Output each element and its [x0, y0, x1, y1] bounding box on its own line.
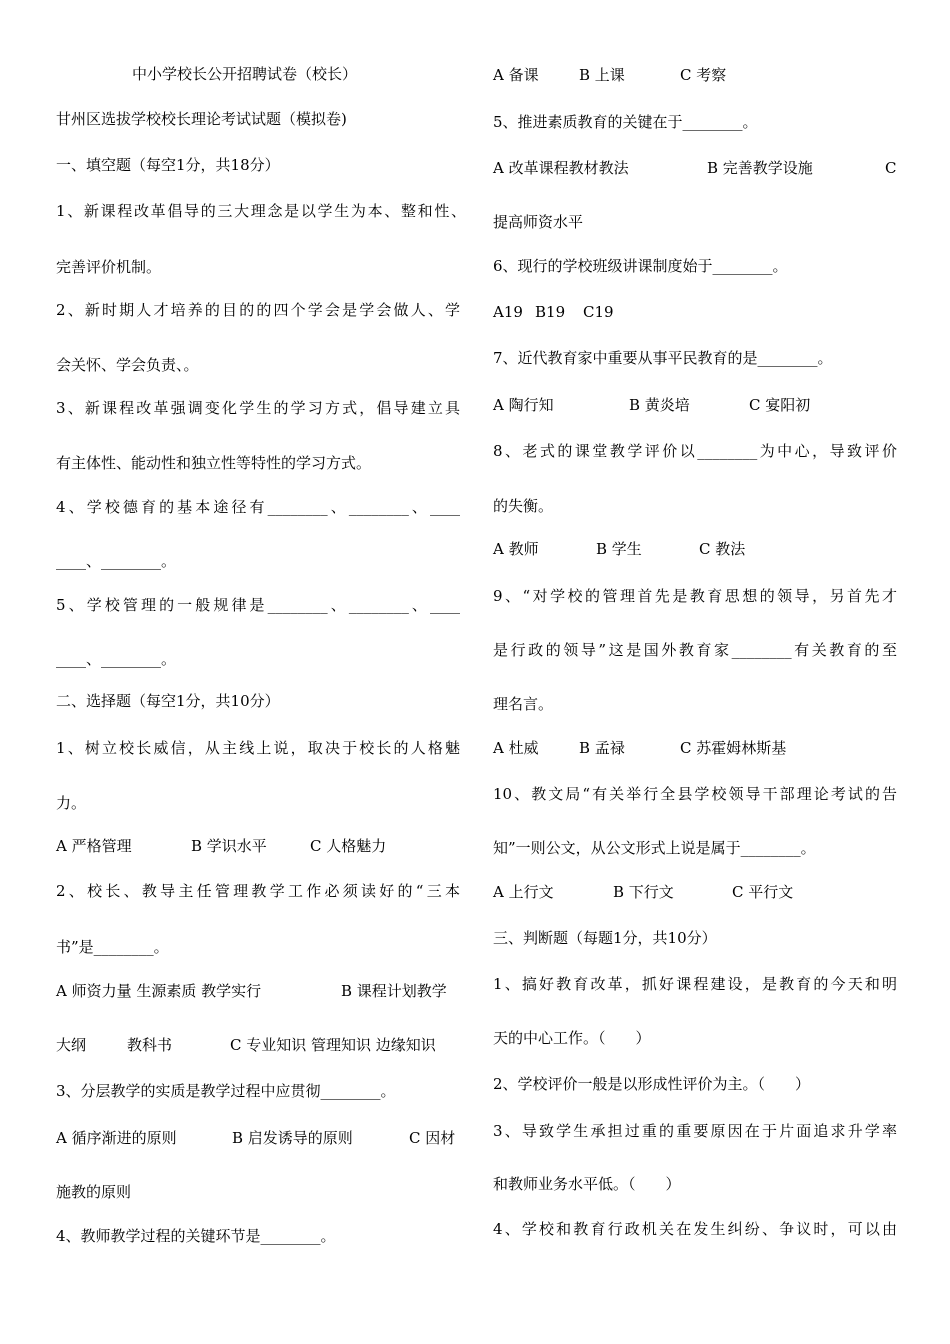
choice-question-5-option-c: C	[885, 159, 897, 177]
choice-question-7-option-c: C 宴阳初	[749, 396, 811, 414]
choice-question-8-option-a: A 教师	[493, 540, 539, 558]
choice-question-1-option-c: C 人格魅力	[310, 837, 387, 855]
choice-question-8-option-b: B 学生	[596, 540, 642, 558]
choice-question-9-option-b: B 孟禄	[579, 739, 625, 757]
choice-question-5-option-c-cont: 提高师资水平	[493, 213, 584, 231]
section-heading-fill-in: 一、填空题（每空1分，共18分）	[56, 156, 280, 174]
fill-question-2-line-2: 会关怀、学会负责、。	[56, 356, 199, 374]
choice-question-1-line-1: 1、树立校长威信，从主线上说，取决于校长的人格魅	[56, 739, 460, 757]
choice-question-4-option-a: A 备课	[493, 66, 539, 84]
exam-title: 中小学校长公开招聘试卷（校长）	[132, 65, 358, 83]
fill-question-5-line-1: 5、学校管理的一般规律是________、________、____	[56, 596, 460, 614]
choice-question-9-line-3: 理名言。	[493, 695, 554, 713]
judge-question-2-line-1: 2、学校评价一般是以形成性评价为主。（ ）	[493, 1075, 811, 1093]
choice-question-10-option-c: C 平行文	[732, 883, 794, 901]
choice-question-2-option-b: B 课程计划教学	[341, 982, 447, 1000]
choice-question-6-option-b: B19	[535, 303, 566, 321]
fill-question-4-line-2: ____、________。	[56, 552, 177, 570]
judge-question-3-line-1: 3、导致学生承担过重的重要原因在于片面追求升学率	[493, 1122, 897, 1140]
judge-question-1-line-2: 天的中心工作。（ ）	[493, 1029, 651, 1047]
choice-question-3-option-c-cont: 施教的原则	[56, 1183, 132, 1201]
choice-question-10-option-b: B 下行文	[613, 883, 674, 901]
choice-question-2-line-2: 书”是________。	[56, 938, 169, 956]
choice-question-9-line-1: 9、“对学校的管理首先是教育思想的领导，另首先才	[493, 587, 897, 605]
choice-question-6-option-a: A19	[493, 303, 523, 321]
choice-question-5-line-1: 5、推进素质教育的关键在于________。	[493, 113, 758, 131]
choice-question-8-line-2: 的失衡。	[493, 497, 554, 515]
section-heading-choice: 二、选择题（每空1分，共10分）	[56, 692, 280, 710]
choice-question-9-option-c: C 苏霍姆林斯基	[680, 739, 787, 757]
choice-question-5-option-b: B 完善教学设施	[707, 159, 813, 177]
choice-question-4-line-1: 4、教师教学过程的关键环节是________。	[56, 1227, 336, 1245]
choice-question-2-option-b-cont-2: 教科书	[127, 1036, 173, 1054]
fill-question-4-line-1: 4、学校德育的基本途径有________、________、____	[56, 498, 460, 516]
choice-question-3-option-c: C 因材	[409, 1129, 456, 1147]
judge-question-4-line-1: 4、学校和教育行政机关在发生纠纷、争议时，可以由	[493, 1220, 897, 1238]
choice-question-7-option-b: B 黄炎培	[629, 396, 690, 414]
choice-question-2-option-c: C 专业知识 管理知识 边缘知识	[230, 1036, 436, 1054]
choice-question-2-option-a: A 师资力量 生源素质 教学实行	[56, 982, 262, 1000]
choice-question-2-line-1: 2、校长、教导主任管理教学工作必须读好的“三本	[56, 882, 460, 900]
fill-question-1-line-2: 完善评价机制。	[56, 258, 162, 276]
choice-question-8-option-c: C 教法	[699, 540, 746, 558]
choice-question-7-line-1: 7、近代教育家中重要从事平民教育的是________。	[493, 349, 833, 367]
choice-question-4-option-b: B 上课	[579, 66, 625, 84]
judge-question-1-line-1: 1、搞好教育改革，抓好课程建设，是教育的今天和明	[493, 975, 897, 993]
fill-question-1-line-1: 1、新课程改革倡导的三大理念是以学生为本、整和性、	[56, 202, 466, 220]
fill-question-2-line-1: 2、新时期人才培养的目的的四个学会是学会做人、学	[56, 301, 460, 319]
choice-question-10-option-a: A 上行文	[493, 883, 554, 901]
choice-question-10-line-2: 知”一则公文，从公文形式上说是属于________。	[493, 839, 816, 857]
choice-question-6-line-1: 6、现行的学校班级讲课制度始于________。	[493, 257, 788, 275]
choice-question-1-line-2: 力。	[56, 794, 87, 812]
fill-question-3-line-1: 3、新课程改革强调变化学生的学习方式，倡导建立具	[56, 399, 460, 417]
choice-question-8-line-1: 8、老式的课堂教学评价以________为中心，导致评价	[493, 442, 897, 460]
choice-question-7-option-a: A 陶行知	[493, 396, 554, 414]
judge-question-3-line-2: 和教师业务水平低。（ ）	[493, 1175, 681, 1193]
choice-question-3-option-b: B 启发诱导的原则	[232, 1129, 353, 1147]
choice-question-2-option-b-cont-1: 大纲	[56, 1036, 87, 1054]
choice-question-1-option-a: A 严格管理	[56, 837, 132, 855]
fill-question-5-line-2: ____、________。	[56, 650, 177, 668]
choice-question-9-option-a: A 杜威	[493, 739, 539, 757]
choice-question-3-line-1: 3、分层教学的实质是教学过程中应贯彻________。	[56, 1082, 396, 1100]
choice-question-1-option-b: B 学识水平	[191, 837, 267, 855]
choice-question-10-line-1: 10、教文局“有关举行全县学校领导干部理论考试的告	[493, 785, 897, 803]
section-heading-true-false: 三、判断题（每题1分，共10分）	[493, 929, 717, 947]
choice-question-3-option-a: A 循序渐进的原则	[56, 1129, 177, 1147]
choice-question-5-option-a: A 改革课程教材教法	[493, 159, 629, 177]
choice-question-9-line-2: 是行政的领导”这是国外教育家________有关教育的至	[493, 641, 897, 659]
choice-question-6-option-c: C19	[583, 303, 614, 321]
exam-subtitle: 甘州区选拔学校校长理论考试试题（模拟卷)	[56, 110, 347, 128]
fill-question-3-line-2: 有主体性、能动性和独立性等特性的学习方式。	[56, 454, 372, 472]
choice-question-4-option-c: C 考察	[680, 66, 727, 84]
